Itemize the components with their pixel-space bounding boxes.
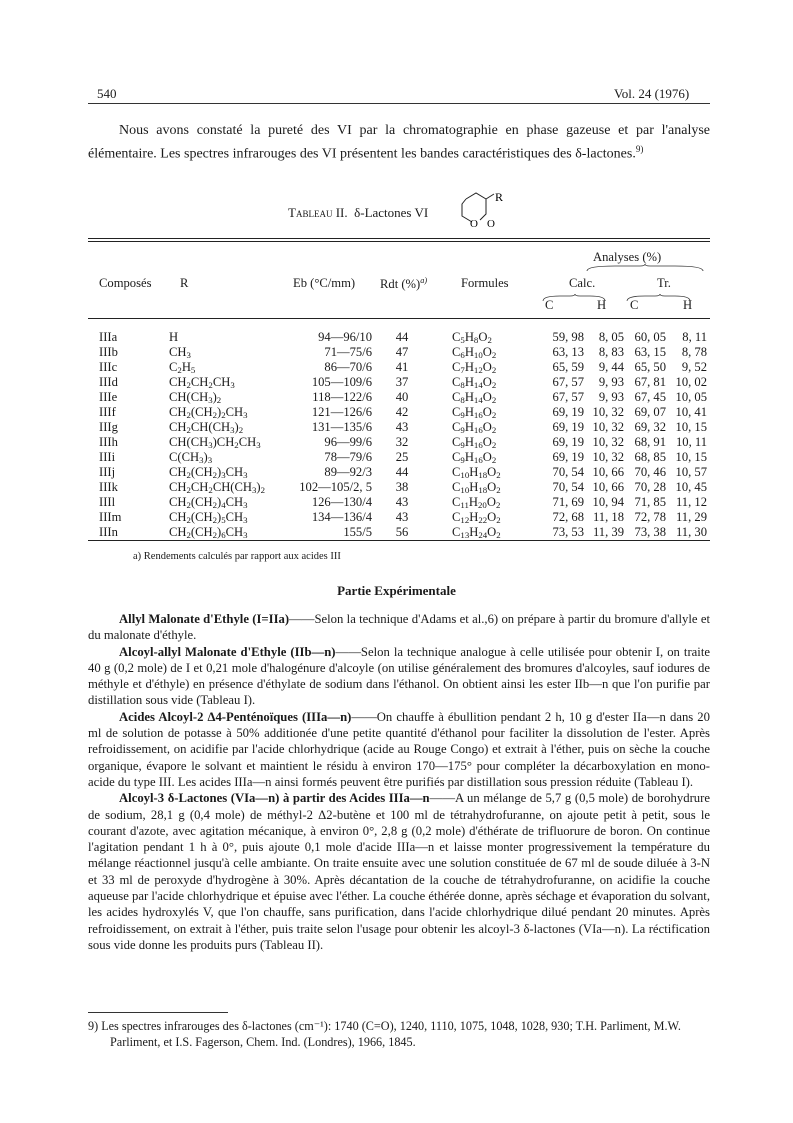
table-row <box>99 360 707 375</box>
table-caption-text: δ-Lactones VI <box>354 205 429 220</box>
col-compound: Composés <box>99 276 152 290</box>
cell-compound: IIIh <box>99 435 118 449</box>
cell-formula: $C_8H_{14}O_2$ <box>452 390 497 405</box>
cell-formula: $C_{11}H_{20}O_2$ <box>452 495 501 510</box>
table-header-rule <box>88 318 710 319</box>
cell-found-c: 73, 38 <box>634 525 666 539</box>
cell-calc-h: 9, 93 <box>598 375 624 389</box>
cell-calc-h: 10, 32 <box>592 435 624 449</box>
table-bottom-rule <box>88 540 710 541</box>
table-top-rule-2 <box>88 241 710 242</box>
col-yield-note: a) <box>420 276 428 285</box>
cell-found-c: 63, 15 <box>634 345 666 359</box>
cell-calc-h: 10, 32 <box>592 450 624 464</box>
para-3-title: Acides Alcoyl-2 Δ4-Penténoïques (IIIa—n) <box>119 709 352 724</box>
table-row <box>99 390 707 405</box>
cell-found-h: 10, 57 <box>675 465 707 479</box>
cell-compound: IIIk <box>99 480 118 494</box>
para-2 <box>88 644 710 709</box>
cell-formula: $C_{12}H_{22}O_2$ <box>452 510 501 525</box>
cell-compound: IIIl <box>99 495 116 509</box>
cell-bp: 96—99/6 <box>324 435 372 449</box>
col-found-h: H <box>683 298 693 312</box>
cell-found-h: 10, 02 <box>675 375 707 389</box>
cell-calc-c: 65, 59 <box>552 360 584 374</box>
cell-yield: 56 <box>395 525 409 539</box>
cell-found-h: 11, 29 <box>675 510 707 524</box>
table-top-rule <box>88 238 710 239</box>
col-calc: Calc. <box>569 276 596 290</box>
col-formula: Formules <box>461 276 509 290</box>
cell-bp: 78—79/6 <box>324 450 372 464</box>
cell-yield: 43 <box>395 420 409 434</box>
cell-r: $CH_2(CH_2)_2CH_3$ <box>169 405 248 420</box>
cell-calc-h: 11, 39 <box>592 525 624 539</box>
cell-found-h: 10, 41 <box>675 405 707 419</box>
cell-calc-c: 70, 54 <box>552 465 584 479</box>
table-row <box>99 375 707 390</box>
header-rule <box>88 103 710 104</box>
cell-found-c: 69, 32 <box>634 420 666 434</box>
cell-yield: 37 <box>395 375 409 389</box>
cell-found-h: 10, 45 <box>675 480 707 494</box>
cell-calc-c: 67, 57 <box>552 390 584 404</box>
cell-found-h: 11, 30 <box>675 525 707 539</box>
cell-calc-c: 59, 98 <box>552 330 584 344</box>
cell-compound: IIIa <box>99 330 118 344</box>
cell-found-c: 69, 07 <box>634 405 666 419</box>
cell-calc-c: 73, 53 <box>552 525 584 539</box>
cell-yield: 43 <box>395 495 409 509</box>
cell-r: $CH_2(CH_2)_5CH_3$ <box>169 510 248 525</box>
cell-yield: 40 <box>395 390 409 404</box>
cell-yield: 47 <box>395 345 409 359</box>
cell-calc-c: 69, 19 <box>552 435 584 449</box>
col-calc-h: H <box>597 298 607 312</box>
cell-found-c: 60, 05 <box>634 330 666 344</box>
cell-calc-c: 69, 19 <box>552 420 584 434</box>
cell-calc-h: 8, 05 <box>598 330 624 344</box>
cell-calc-c: 71, 69 <box>552 495 584 509</box>
para-3-text: ——On chauffe à ébullition pendant 2 h, 10 g d'ester IIa—n dans 20 ml de solution de potasse à 50% additionée d'une petite quantité d'éthanol pour faciliter la dissolution de l'ester. Après refroidissement, on acidifie par l'acide chlorhydrique (acide au Rouge Congo) et extrait à l'éther, puis on sèche la couche organique, évapore le solvant et maintient le résidu à environ 170—175° pour compléter la décarboxylation en mono-acide du type III. Les acides IIIa—n ainsi formés peuvent être purifiés par distillation sous pression réduite (Tableau I). <box>88 709 710 789</box>
cell-found-h: 8, 78 <box>681 345 707 359</box>
cell-bp: 155/5 <box>343 525 372 539</box>
cell-formula: $C_{13}H_{24}O_2$ <box>452 525 501 540</box>
cell-found-h: 10, 15 <box>675 420 707 434</box>
cell-r: H <box>169 330 179 344</box>
para-4 <box>88 790 710 953</box>
cell-found-h: 11, 12 <box>675 495 707 509</box>
intro-paragraph <box>88 121 710 164</box>
cell-bp: 102—105/2, 5 <box>299 480 372 494</box>
cell-yield: 41 <box>395 360 409 374</box>
cell-bp: 134—136/4 <box>311 510 372 524</box>
page-number: 540 <box>97 86 117 101</box>
cell-yield: 44 <box>395 465 409 479</box>
cell-r: $C(CH_3)_3$ <box>169 450 213 465</box>
cell-r: $CH_2CH_2CH(CH_3)_2$ <box>169 480 266 495</box>
cell-formula: $C_7H_{12}O_2$ <box>452 360 497 375</box>
para-1 <box>88 611 710 644</box>
cell-found-h: 10, 11 <box>675 435 707 449</box>
cell-bp: 89—92/3 <box>324 465 372 479</box>
cell-yield: 42 <box>395 405 409 419</box>
cell-compound: IIIm <box>99 510 122 524</box>
cell-formula: $C_9H_{16}O_2$ <box>452 435 497 450</box>
cell-yield: 25 <box>395 450 409 464</box>
cell-calc-h: 11, 18 <box>592 510 624 524</box>
cell-found-h: 9, 52 <box>681 360 707 374</box>
cell-compound: IIIb <box>99 345 118 359</box>
table-row <box>99 525 707 540</box>
cell-calc-h: 10, 66 <box>592 465 624 479</box>
cell-bp: 71—75/6 <box>324 345 372 359</box>
cell-formula: $C_9H_{16}O_2$ <box>452 405 497 420</box>
cell-compound: IIIi <box>99 450 116 464</box>
cell-found-c: 72, 78 <box>634 510 666 524</box>
cell-calc-c: 70, 54 <box>552 480 584 494</box>
col-yield-label: Rdt (%) <box>380 277 421 292</box>
cell-calc-h: 10, 32 <box>592 420 624 434</box>
struct-r: R <box>495 190 504 204</box>
col-r: R <box>180 276 189 290</box>
table-row <box>99 510 707 525</box>
cell-r: $CH_3$ <box>169 345 191 360</box>
table-row <box>99 405 707 420</box>
col-found: Tr. <box>657 276 671 290</box>
cell-yield: 38 <box>395 480 409 494</box>
cell-calc-h: 9, 93 <box>598 390 624 404</box>
table-row <box>99 420 707 435</box>
cell-r: $CH_2(CH_2)_4CH_3$ <box>169 495 248 510</box>
lactone-structure-icon <box>452 190 512 234</box>
cell-r: $CH_2(CH_2)_3CH_3$ <box>169 465 248 480</box>
col-found-c: C <box>630 298 639 312</box>
table-row <box>99 435 707 450</box>
struct-o1: O <box>470 218 478 230</box>
section-title: Partie Expérimentale <box>337 583 456 598</box>
cell-compound: IIId <box>99 375 118 389</box>
cell-bp: 94—96/10 <box>318 330 372 344</box>
cell-calc-h: 10, 94 <box>592 495 624 509</box>
cell-r: $CH(CH_3)CH_2CH_3$ <box>169 435 261 450</box>
cell-calc-h: 10, 32 <box>592 405 624 419</box>
table-caption-label: Tableau II. <box>288 205 348 220</box>
cell-calc-c: 69, 19 <box>552 405 584 419</box>
para-1-title: Allyl Malonate d'Ethyle (I=IIa) <box>119 612 290 626</box>
cell-r: $CH_2CH_2CH_3$ <box>169 375 235 390</box>
cell-calc-h: 8, 83 <box>598 345 624 359</box>
cell-formula: $C_6H_{10}O_2$ <box>452 345 497 360</box>
cell-calc-c: 72, 68 <box>552 510 584 524</box>
cell-found-c: 68, 91 <box>634 435 666 449</box>
cell-found-c: 70, 46 <box>634 465 666 479</box>
volume-label: Vol. 24 (1976) <box>614 86 690 101</box>
cell-compound: IIIj <box>99 465 116 479</box>
cell-found-h: 8, 11 <box>682 330 707 344</box>
para-3 <box>88 709 710 790</box>
cell-compound: IIIc <box>99 360 118 374</box>
cell-bp: 86—70/6 <box>324 360 372 374</box>
cell-r: $CH_2CH(CH_3)_2$ <box>169 420 244 435</box>
col-calc-c: C <box>545 298 554 312</box>
cell-bp: 105—109/6 <box>311 375 372 389</box>
cell-found-c: 68, 85 <box>634 450 666 464</box>
cell-bp: 131—135/6 <box>311 420 372 434</box>
cell-bp: 121—126/6 <box>311 405 372 419</box>
table-footnote: a) Rendements calculés par rapport aux acides III <box>133 551 341 562</box>
cell-found-c: 65, 50 <box>634 360 666 374</box>
para-1-text: ——Selon la technique d'Adams et al.,6) on prépare à partir du bromure d'allyle et du malonate d'éthyle. <box>88 612 711 643</box>
table-row <box>99 465 707 480</box>
cell-formula: $C_{10}H_{18}O_2$ <box>452 480 501 495</box>
para-2-text: ——Selon la technique analogue à celle utilisée pour obtenir I, on traite 40 g (0,2 mole) de I et 0,21 mole d'halogénure d'alcoyle (on utilise généralement des bromures d'alcoyles, sauf iodures de méthyle et d'éthyle) en présence d'éthylate de sodium dans l'éthanol. On obtient ainsi les ester IIb—n que l'on purifie par distillation sous vide (Tableau I). <box>88 644 710 708</box>
cell-found-c: 70, 28 <box>634 480 666 494</box>
table-row <box>99 330 707 345</box>
cell-formula: $C_9H_{16}O_2$ <box>452 420 497 435</box>
cell-yield: 44 <box>395 330 409 344</box>
cell-compound: IIIg <box>99 420 118 434</box>
cell-r: $C_2H_5$ <box>169 360 196 375</box>
cell-r: $CH_2(CH_2)_6CH_3$ <box>169 525 248 540</box>
table-row <box>99 345 707 360</box>
cell-found-c: 67, 45 <box>634 390 666 404</box>
cell-yield: 32 <box>395 435 409 449</box>
cell-calc-c: 63, 13 <box>552 345 584 359</box>
col-bp: Eb (°C/mm) <box>293 276 356 290</box>
struct-o2: O <box>487 218 495 230</box>
table-row <box>99 495 707 510</box>
table-row <box>99 450 707 465</box>
footnote-9: 9) Les spectres infrarouges des δ-lactones (cm⁻¹): 1740 (C=O), 1240, 1110, 1075, 1048, 1028, 930; T.H. Parliment, M.W. Parliment, et I.S. Fagerson, Chem. Ind. (Londres), 1966, 1845. <box>88 1019 681 1049</box>
col-analyses: Analyses (%) <box>593 250 662 264</box>
cell-bp: 126—130/4 <box>311 495 372 509</box>
cell-calc-c: 67, 57 <box>552 375 584 389</box>
cell-calc-h: 9, 44 <box>598 360 624 374</box>
cell-calc-c: 69, 19 <box>552 450 584 464</box>
intro-ref: 9) <box>635 144 644 154</box>
col-yield <box>380 276 427 292</box>
cell-compound: IIIf <box>99 405 116 419</box>
footnote-rule <box>88 1012 228 1013</box>
table-body <box>99 330 707 540</box>
cell-formula: $C_8H_{14}O_2$ <box>452 375 497 390</box>
cell-found-h: 10, 15 <box>675 450 707 464</box>
cell-found-c: 67, 81 <box>634 375 666 389</box>
cell-compound: IIIn <box>99 525 118 539</box>
cell-bp: 118—122/6 <box>312 390 372 404</box>
cell-yield: 43 <box>395 510 409 524</box>
table-row <box>99 480 707 495</box>
cell-formula: $C_{10}H_{18}O_2$ <box>452 465 501 480</box>
intro-text: Nous avons constaté la pureté des VI par la chromatographie en phase gazeuse et par l'analyse élémentaire. Les spectres infrarouges des VI présentent les bandes caractéristiques des δ-lactones. <box>88 123 710 162</box>
analyses-brace-icon <box>585 264 705 272</box>
cell-formula: $C_9H_{16}O_2$ <box>452 450 497 465</box>
para-2-title: Alcoyl-allyl Malonate d'Ethyle (IIb—n) <box>119 644 336 659</box>
experimental-section <box>88 611 710 953</box>
para-4-title: Alcoyl-3 δ-Lactones (VIa—n) à partir des Acides IIIa—n <box>119 791 430 806</box>
cell-r: $CH(CH_3)_2$ <box>169 390 222 405</box>
table-caption <box>288 205 428 221</box>
cell-found-c: 71, 85 <box>634 495 666 509</box>
lactone-table <box>99 330 707 540</box>
cell-calc-h: 10, 66 <box>592 480 624 494</box>
para-4-text: ——A un mélange de 5,7 g (0,5 mole) de borohydrure de sodium, 28,1 g (0,4 mole) de méthyl-2 Δ2-butène et 100 ml de tétrahydrofuranne, on ajoute petit à petit, sous le courant d'azote, avec agitation mécanique, à environ 0°, 2,8 g (0,2 mole) d'éthérate de trifluorure de boron. On continue l'agitation pendant 1 h à 0°, puis ajoute 0,1 mole d'acide IIIa—n et laisse monter progressivement la température du mélange réactionnel jusqu'à celle ambiante. On traite ensuite avec une solution constituée de 67 ml de soude diluée à 3-N et 33 ml de peroxyde d'hydrogène à 30%. Après décantation de la couche de tétrahydrofuranne, on acidifie la couche aqueuse par l'acide chlorhydrique et épuise avec l'éther. La couche éthérée donne, après séchage et évaporation du solvant, les acides hydroxylés V, que l'on chauffe, sans purification, dans l'acide chlorhydrique dilué pendant 20 minutes. Après refroidissement, on extrait à l'éther, puis traite selon l'usage pour obtenir les alcoyl-3 δ-lactones (VIa—n). La réctification sous vide donne les produits purs (Tableau II). <box>88 791 710 952</box>
cell-found-h: 10, 05 <box>675 390 707 404</box>
cell-compound: IIIe <box>99 390 118 404</box>
cell-formula: $C_5H_8O_2$ <box>452 330 492 345</box>
